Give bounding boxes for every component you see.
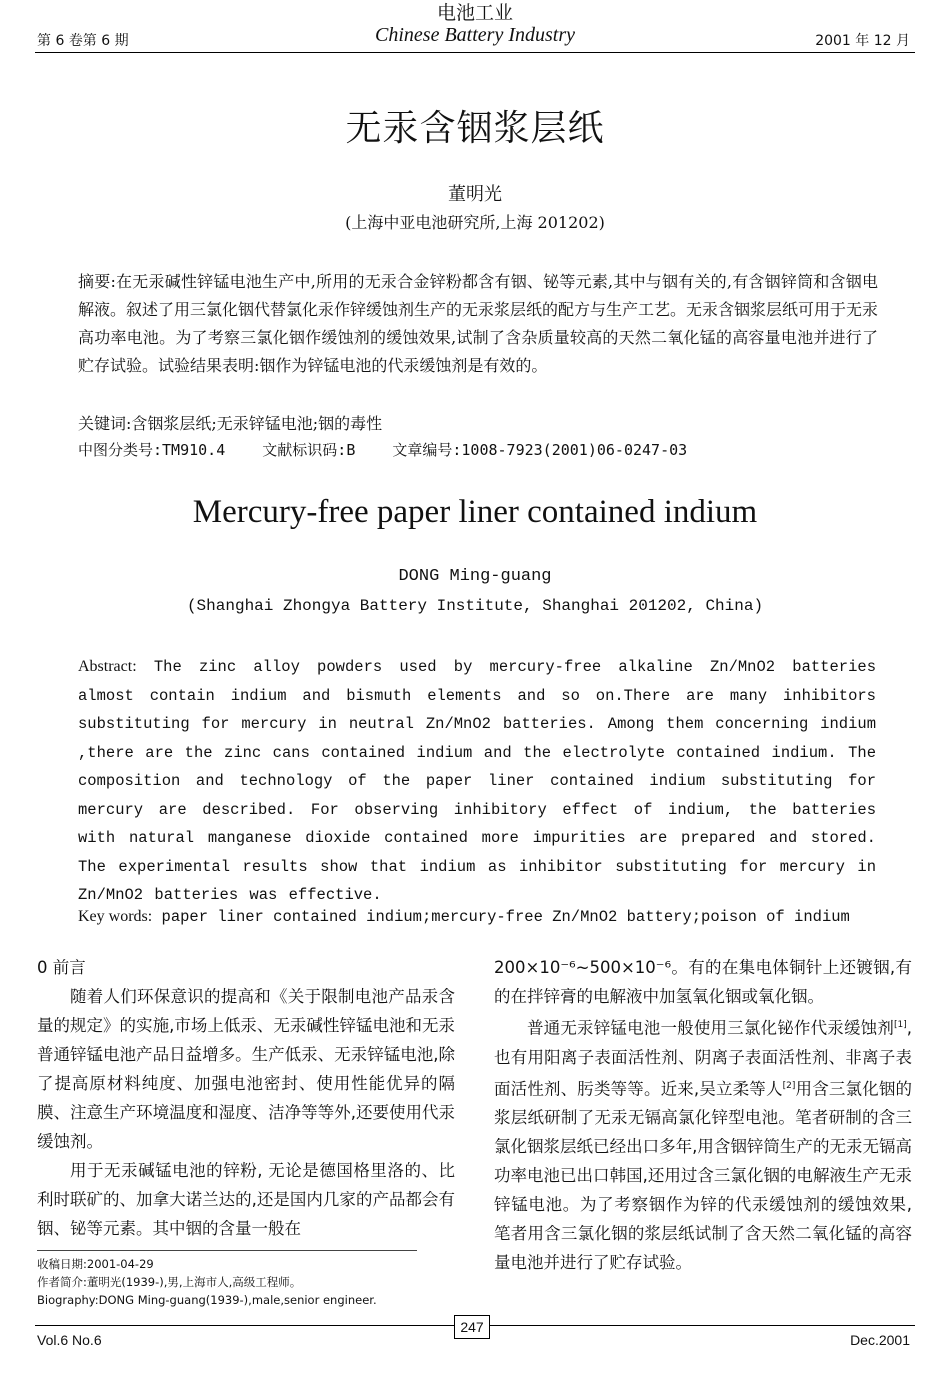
keywords-en-text: paper liner contained indium;mercury-free Zn/MnO2 battery;poison of indium [161,908,850,926]
received-date: 收稿日期:2001-04-29 [37,1257,154,1271]
body-left-column [37,953,455,1243]
keywords-cn: 关键词:含铟浆层纸;无汞锌锰电池;铟的毒性 [78,414,383,433]
author-cn: 董明光 [448,184,502,205]
abstract-cn: 摘要:在无汞碱性锌锰电池生产中,所用的无汞合金锌粉都含有铟、铋等元素,其中与铟有关的,有含铟锌筒和含铟电解液。叙述了用三氯化铟代替氯化汞作锌缓蚀剂生产的无汞浆层纸的配方与生产工艺。无汞含铟浆层纸可用于无汞高功率电池。为了考察三氯化铟作缓蚀剂的缓蚀效果,试制了含杂质量较高的天然二氧化锰的高容量电池并进行了贮存试验。试验结果表明:铟作为锌锰电池的代汞缓蚀剂是有效的。 [78,272,879,375]
footnotes [37,1255,377,1309]
author-bio-cn: 作者简介:董明光(1939-),男,上海市人,高级工程师。 [37,1275,302,1289]
page-number: 247 [454,1315,490,1339]
journal-title-en: Chinese Battery Industry [375,24,575,46]
body-paragraph [494,1011,912,1277]
reference-1: [1] [894,1020,907,1030]
volume-issue-en: Vol.6 No.6 [37,1332,102,1348]
body-paragraph: 用于无汞碱锰电池的锌粉, 无论是德国格里洛的、比利时联矿的、加拿大诺兰达的,还是国内几家的产品都会有铟、铋等元素。其中铟的含量一般在 [37,1161,455,1238]
body-text: 普通无汞锌锰电池一般使用三氯化铋作代汞缓蚀剂 [527,1018,894,1038]
issue-date-cn: 2001 年 12 月 [815,33,910,49]
author-bio-en: Biography:DONG Ming-guang(1939-),male,senior engineer. [37,1293,377,1307]
article-number: 文章编号:1008-7923(2001)06-0247-03 [392,441,688,459]
issue-date-en: Dec.2001 [850,1332,910,1348]
body-paragraph: 200×10⁻⁶~500×10⁻⁶。有的在集电体铜针上还镀铟,有的在拌锌膏的电解液中加氢氧化铟或氧化铟。 [494,958,912,1006]
abstract-en-block [78,653,876,910]
volume-issue-cn: 第 6 卷第 6 期 [37,33,129,49]
classification-line [78,439,715,460]
body-right-column [494,953,912,1277]
class-number: 中图分类号:TM910.4 [78,441,226,459]
article-title-en: Mercury-free paper liner contained indium [192,494,758,530]
reference-2: [2] [782,1080,796,1091]
abstract-en-label: Abstract: [78,658,137,675]
affiliation-cn: (上海中亚电池研究所,上海 201202) [345,213,605,232]
author-en: DONG Ming-guang [398,567,552,586]
body-text: 用含三氯化铟的浆层纸研制了无汞无镉高氯化锌型电池。笔者研制的含三氯化铟浆层纸已经出口多年,用含铟锌筒生产的无汞无镉高功率电池已出口韩国,还用过含三氯化铟的电解液生产无汞锌锰电池。为了考察铟作为锌的代汞缓蚀剂的缓蚀效果, 笔者用含三氯化铟的浆层纸试制了含天然二氧化锰的高容量电池并进行了贮存试验。 [494,1079,912,1272]
body-text: ,也有用阳离子表面活性剂、阴离子表面活性剂、非离子表面活性剂、肟类等等。近来,吴立柔等人 [494,1018,912,1098]
keywords-en-block [78,908,878,926]
doc-code: 文献标识码:B [262,441,356,459]
body-paragraph: 随着人们环保意识的提高和《关于限制电池产品汞含量的规定》的实施,市场上低汞、无汞碱性锌锰电池和无汞普通锌锰电池产品日益增多。生产低汞、无汞锌锰电池,除了提高原材料纯度、加强电池密封、使用性能优异的隔膜、注意生产环境温度和湿度、洁净等等外,还要使用代汞缓蚀剂。 [37,987,455,1151]
footnote-rule [37,1250,417,1251]
keywords-en-label: Key words: [78,908,153,925]
abstract-en-text: The zinc alloy powders used by mercury-free alkaline Zn/MnO2 batteries almost contain indium and bismuth elements and so on.There are many inhibitors substituting for mercury in neutral Zn/MnO2 batteries. Among them concerning indium ,there are the zinc cans contained indium and the electrolyte contained indium. The composition and technology of the paper liner contained indium substituting for mercury are described. For observing inhibitory effect of indium, the batteries with natural manganese dioxide contained more impurities are prepared and stored. The experimental results show that indium as inhibitor substituting for mercury in Zn/MnO2 batteries was effective. [78,658,876,904]
journal-title-cn: 电池工业 [436,2,513,24]
section-heading: 0 前言 [37,958,86,977]
article-title-cn: 无汞含铟浆层纸 [345,108,605,149]
affiliation-en: (Shanghai Zhongya Battery Institute, Shanghai 201202, China) [186,597,764,615]
header-rule [35,52,915,53]
